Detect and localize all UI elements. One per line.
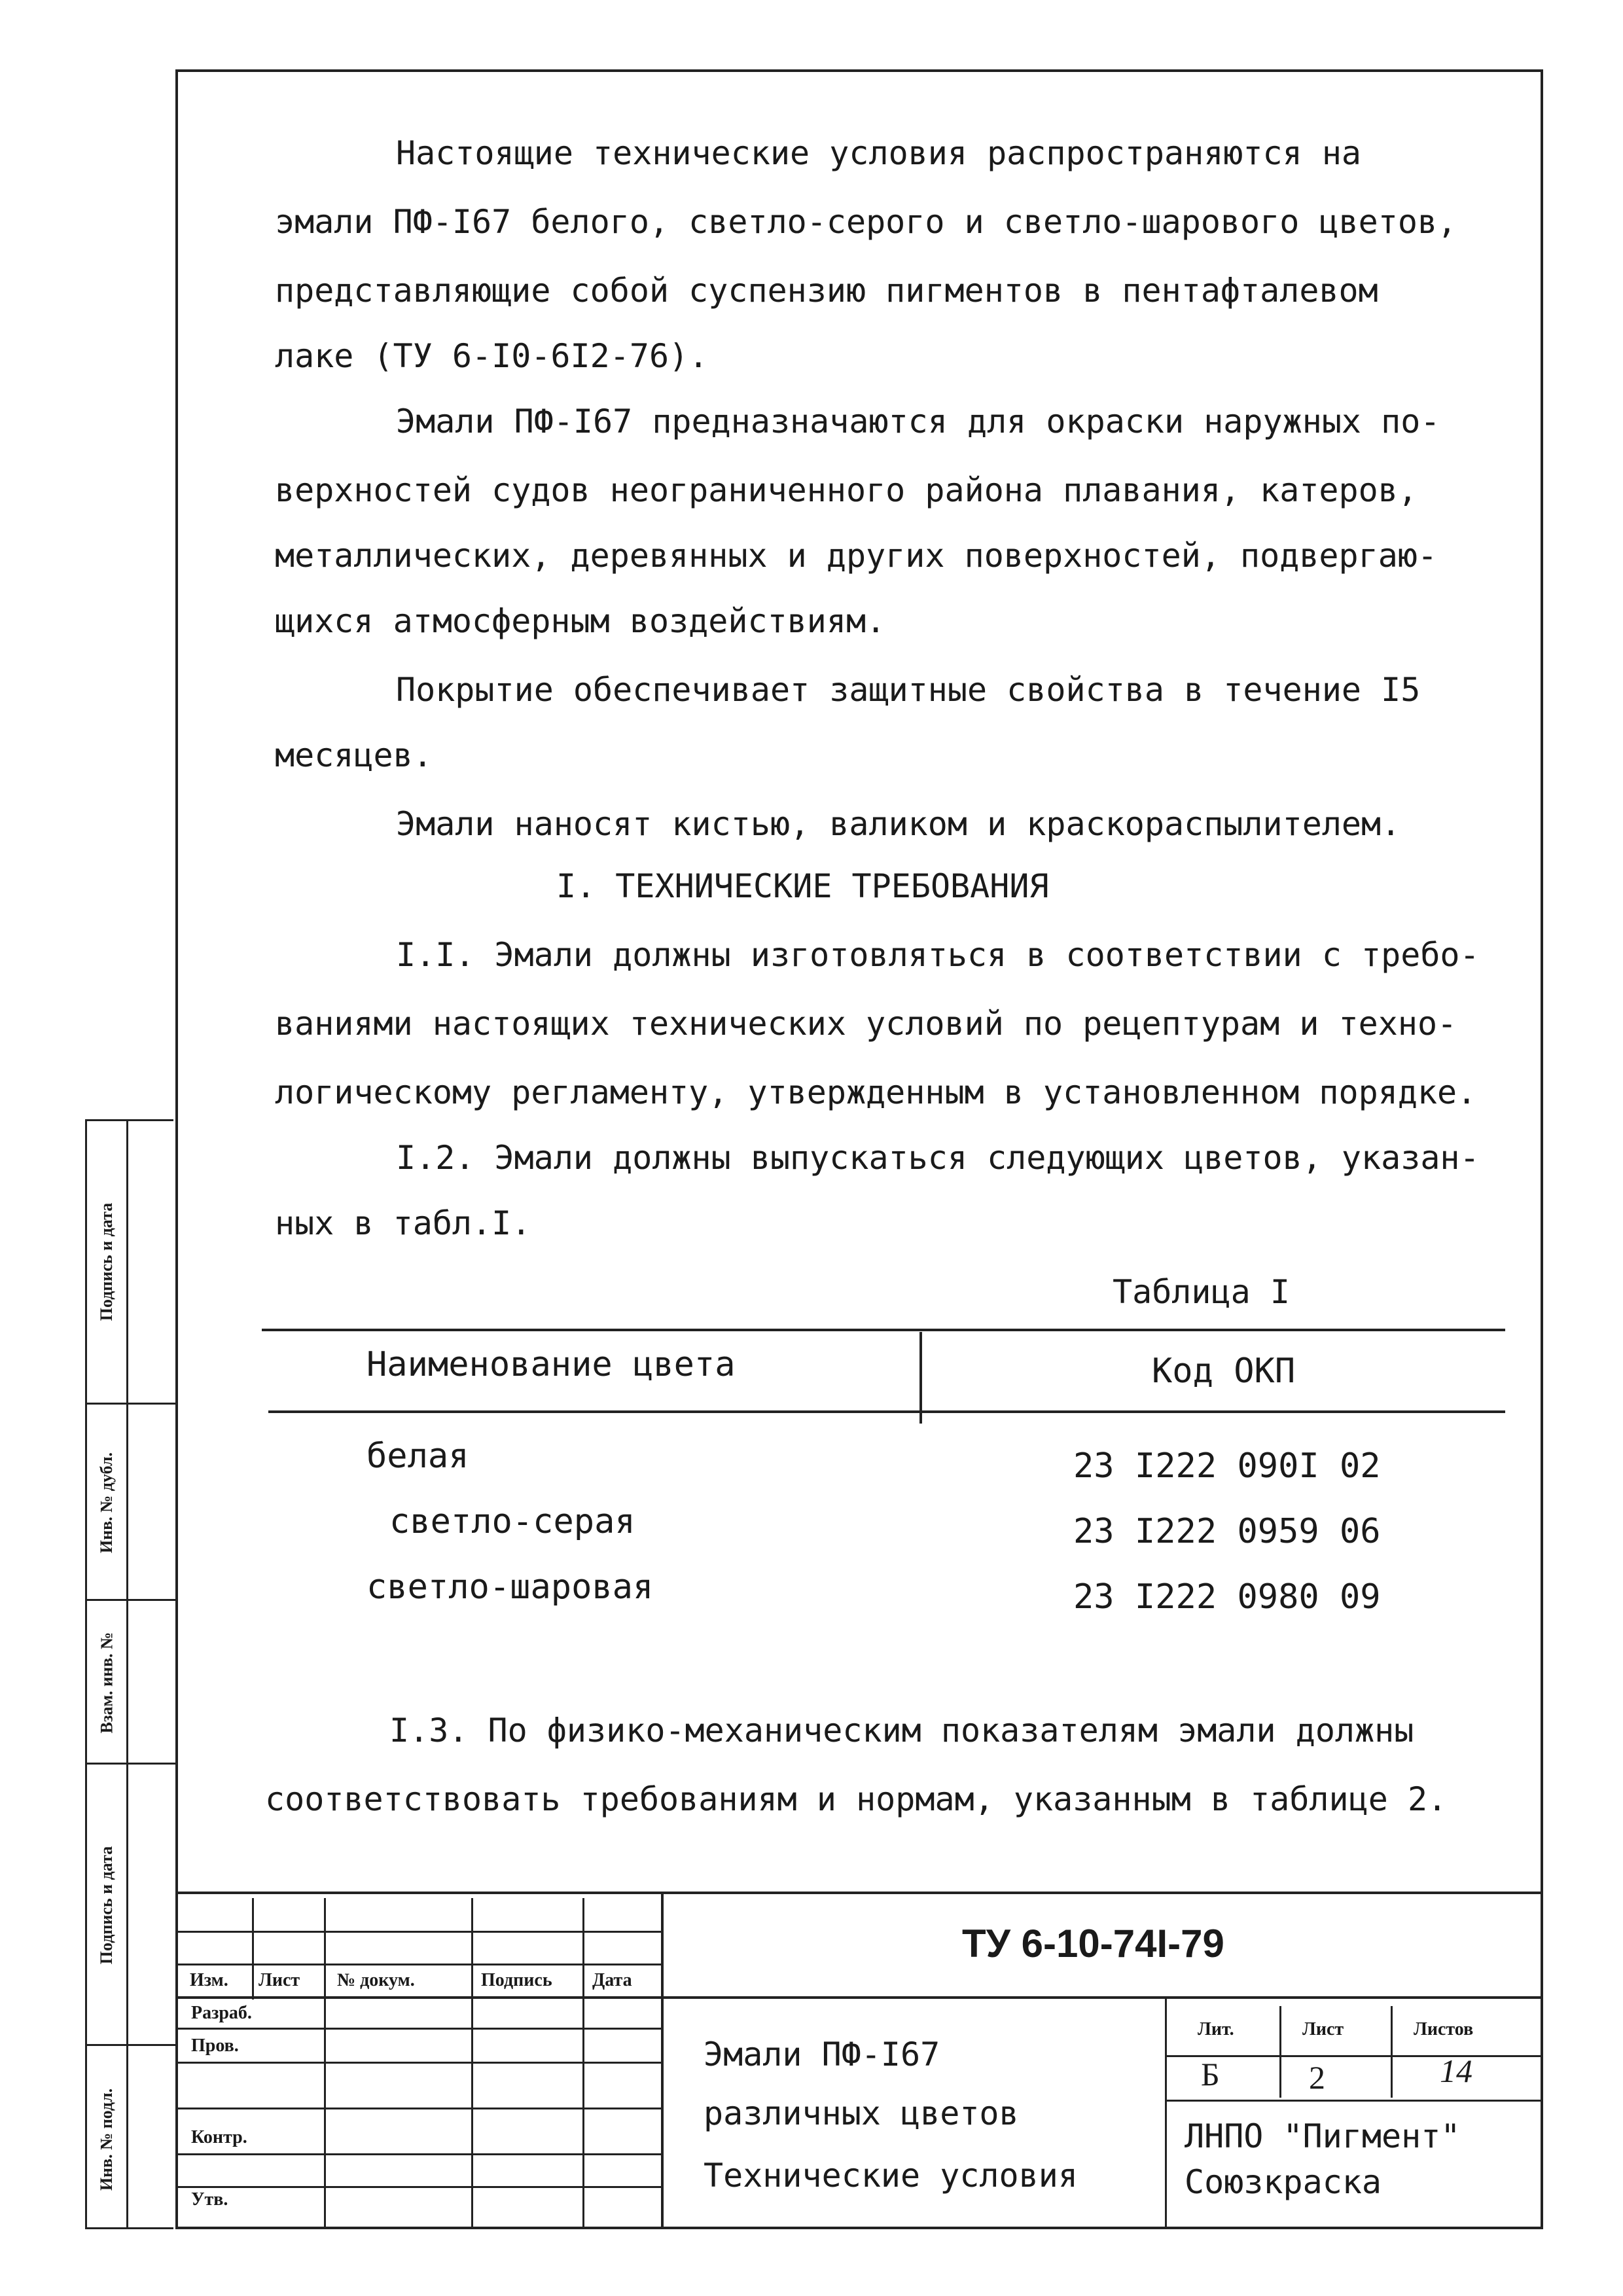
clause-1-3-line: соответствовать требованиям и нормам, указанным в таблице 2. xyxy=(265,1780,1448,1818)
table-caption: Таблица I xyxy=(1113,1273,1290,1311)
intro-line: представляющие собой суспензию пигментов в пентафталевом xyxy=(275,272,1378,310)
role-developer: Разраб. xyxy=(191,2003,252,2023)
table-header-code: Код ОКП xyxy=(1152,1352,1296,1391)
strip-label: Инв. № дубл. xyxy=(97,1452,116,1554)
organization-line: Союзкраска xyxy=(1185,2163,1382,2201)
clause-1-2-line: ных в табл.I. xyxy=(275,1204,531,1242)
purpose-line: Эмали ПФ-I67 предназначаются для окраски наружных по- xyxy=(396,403,1440,440)
section-title: I. ТЕХНИЧЕСКИЕ ТРЕБОВАНИЯ xyxy=(556,867,1049,905)
role-approver: Утв. xyxy=(191,2189,228,2210)
role-controller: Контр. xyxy=(191,2127,247,2147)
clause-1-3-line: I.3. По физико-механическим показателям эмали должны xyxy=(389,1712,1414,1749)
strip-label: Подпись и дата xyxy=(97,1202,116,1321)
strip-cell-signature-date-1 xyxy=(87,1121,175,1403)
application-line: Эмали наносят кистью, валиком и краскораспылителем. xyxy=(396,805,1401,843)
table-header-rule xyxy=(268,1410,1505,1413)
table-header-color: Наименование цвета xyxy=(366,1345,736,1384)
clause-1-1-line: логическому регламенту, утвержденным в установленном порядке. xyxy=(275,1073,1477,1111)
table-row-color: светло-серая xyxy=(389,1502,635,1541)
sheet-header-sheets: Листов xyxy=(1414,2019,1474,2039)
sheet-header-sheet: Лист xyxy=(1302,2019,1344,2039)
left-margin-strip xyxy=(85,1119,173,2229)
sheet-header-lit: Лит. xyxy=(1198,2019,1234,2039)
strip-cell-dup-inv xyxy=(87,1403,175,1599)
purpose-line: верхностей судов неограниченного района плавания, катеров, xyxy=(275,471,1418,509)
coating-line: Покрытие обеспечивает защитные свойства в течение I5 xyxy=(396,671,1421,709)
clause-1-2-line: I.2. Эмали должны выпускаться следующих цветов, указан- xyxy=(396,1139,1480,1177)
intro-line: Настоящие технические условия распространяются на xyxy=(396,134,1362,172)
organization-line: ЛНПО "Пигмент" xyxy=(1185,2117,1461,2155)
table-row-code: 23 I222 090I 02 xyxy=(1073,1446,1381,1486)
rev-header-signature: Подпись xyxy=(481,1970,552,1990)
rev-header-change: Изм. xyxy=(190,1970,228,1990)
table-row-color: белая xyxy=(366,1437,469,1476)
lit-value: Б xyxy=(1201,2056,1220,2092)
rev-header-doc: № докум. xyxy=(337,1970,415,1990)
strip-cell-replace-inv xyxy=(87,1599,175,1763)
table-row-code: 23 I222 0959 06 xyxy=(1073,1512,1381,1551)
table-top-rule xyxy=(262,1329,1505,1331)
sheet-value: 2 xyxy=(1309,2059,1325,2096)
table-row-code: 23 I222 0980 09 xyxy=(1073,1577,1381,1617)
coating-line: месяцев. xyxy=(275,736,433,774)
strip-label: Подпись и дата xyxy=(97,1846,116,1965)
purpose-line: щихся атмосферным воздействиям. xyxy=(275,602,886,640)
clause-1-1-line: I.I. Эмали должны изготовляться в соответствии с требо- xyxy=(396,936,1480,974)
clause-1-1-line: ваниями настоящих технических условий по рецептурам и техно- xyxy=(275,1005,1457,1043)
product-title-line: Эмали ПФ-I67 xyxy=(704,2036,940,2073)
sheets-value: 14 xyxy=(1440,2053,1472,2089)
intro-line: лаке (ТУ 6-I0-6I2-76). xyxy=(275,337,709,375)
strip-cell-signature-date-2 xyxy=(87,1763,175,2044)
strip-label: Инв. № подл. xyxy=(97,2088,116,2191)
intro-line: эмали ПФ-I67 белого, светло-серого и светло-шарового цветов, xyxy=(275,203,1457,241)
table-row-color: светло-шаровая xyxy=(366,1568,654,1607)
rev-header-date: Дата xyxy=(592,1970,632,1990)
product-title-line: Технические условия xyxy=(704,2157,1078,2195)
strip-cell-original-inv xyxy=(87,2044,175,2231)
role-checker: Пров. xyxy=(191,2036,239,2056)
product-title-line: различных цветов xyxy=(704,2094,1019,2132)
table-column-divider xyxy=(919,1332,922,1424)
purpose-line: металлических, деревянных и других поверхностей, подвергаю- xyxy=(275,537,1438,575)
strip-label: Взам. инв. № xyxy=(97,1632,116,1734)
doc-number: ТУ 6-10-74I-79 xyxy=(962,1922,1224,1965)
rev-header-sheet: Лист xyxy=(259,1970,300,1990)
